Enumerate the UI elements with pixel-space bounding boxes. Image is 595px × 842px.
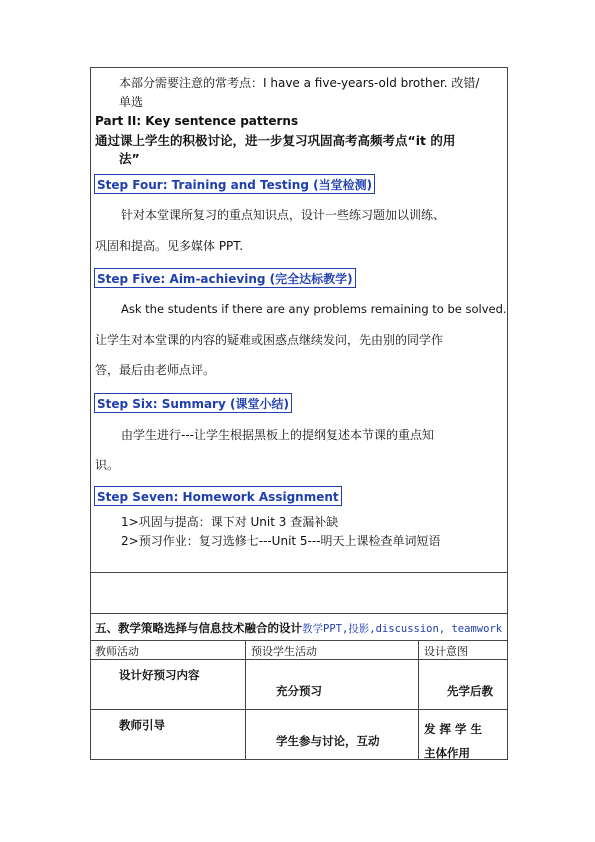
row-divider-2 (90, 613, 508, 614)
step-six-body-1: 由学生进行---让学生根据黑板上的提纲复述本节课的重点知 (121, 428, 434, 442)
row2-teacher: 教师引导 (119, 718, 165, 732)
step-five-body-3: 答，最后由老师点评。 (95, 363, 216, 377)
col-divider-1 (245, 640, 246, 759)
header-student-activity: 预设学生活动 (251, 645, 317, 658)
header-teacher-activity: 教师活动 (95, 645, 139, 658)
row2-student: 学生参与讨论，互动 (276, 734, 380, 748)
section5-methods: 教学PPT,投影,discussion, teamwork (302, 623, 503, 635)
row-divider-3 (90, 640, 508, 641)
step-six-body-2: 识。 (95, 458, 120, 472)
right-border (507, 67, 508, 759)
step-five-body-1: Ask the students if there are any problems remaining to be solved. (121, 302, 507, 316)
step-five-title: Step Five: Aim-achieving (完全达标教学) (94, 268, 356, 288)
row1-intent: 先学后教 (447, 684, 493, 698)
row-divider-5 (90, 709, 508, 710)
section5-label (95, 620, 502, 637)
homework-item-1: 1>巩固与提高：课下对 Unit 3 查漏补缺 (121, 515, 339, 529)
row2-intent: 发 挥 学 生 主体作用 (424, 722, 483, 760)
note-line-1: 本部分需要注意的常考点：I have a five-years-old brother. 改错/ (119, 76, 480, 90)
discuss-line-2: 法” (119, 151, 140, 166)
discuss-line-1: 通过课上学生的积极讨论，进一步复习巩固高考高频考点“it 的用 (95, 133, 456, 148)
row1-teacher: 设计好预习内容 (119, 668, 200, 682)
left-border (90, 67, 91, 759)
step-six-title: Step Six: Summary (课堂小结) (94, 393, 292, 413)
homework-item-2: 2>预习作业：复习选修七---Unit 5---明天上课检查单词短语 (121, 534, 441, 548)
row1-student: 充分预习 (276, 684, 322, 698)
section5-title: 五、教学策略选择与信息技术融合的设计 (95, 621, 302, 635)
step-five-body-2: 让学生对本堂课的内容的疑难或困惑点继续发问，先由别的同学作 (95, 333, 444, 347)
header-design-intent: 设计意图 (424, 645, 468, 658)
row-divider-1 (90, 572, 508, 573)
part2-heading: Part II: Key sentence patterns (95, 114, 299, 128)
step-seven-title: Step Seven: Homework Assignment (94, 486, 342, 506)
note-line-2: 单选 (119, 95, 144, 109)
step-four-body-2: 巩固和提高。见多媒体 PPT. (95, 239, 244, 253)
step-four-title: Step Four: Training and Testing (当堂检测) (94, 174, 375, 194)
step-four-body-1: 针对本堂课所复习的重点知识点，设计一些练习题加以训练、 (121, 208, 446, 222)
col-divider-2 (418, 640, 419, 759)
